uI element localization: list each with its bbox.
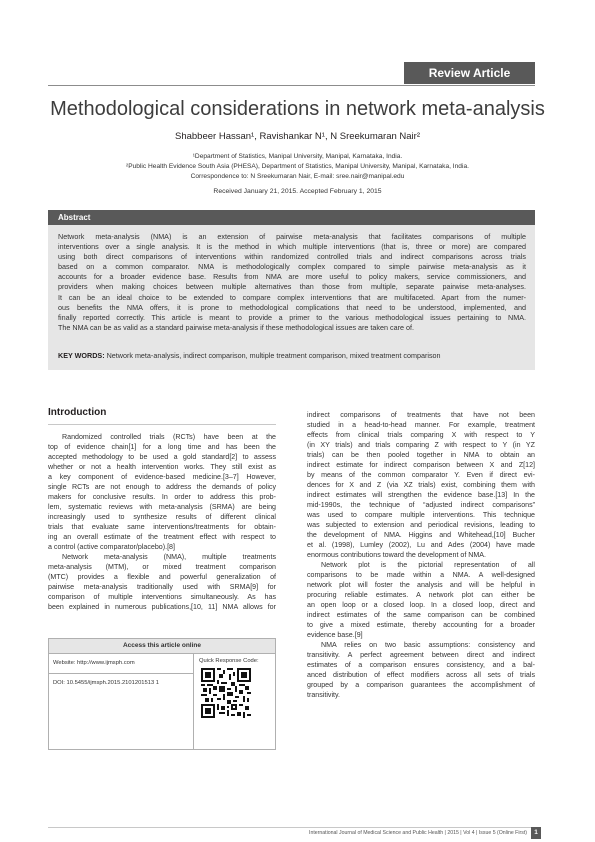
body-line: a control (active comparator/placebo).[8] <box>48 543 175 551</box>
header-rule <box>48 85 535 86</box>
body-line: indirect estimates will strengthen the evidence base.[13] In the <box>307 491 535 499</box>
abstract-line: Network meta-analysis (NMA) is an extension of pairwise meta-analysis that facilitates comparisons of multiple <box>58 232 526 241</box>
abstract-line: It can be an ideal choice to be extended to compare complex interventions that are multifaceted. Apart from the numer- <box>58 292 526 302</box>
body-line: Network meta-analysis (NMA), multiple treatments <box>62 553 276 561</box>
access-heading: Access this article online <box>49 639 275 654</box>
abstract-heading: Abstract <box>48 210 535 225</box>
body-line: indirect estimates of the same comparison can be combined <box>307 611 535 619</box>
received-dates: Received January 21, 2015. Accepted February 1, 2015 <box>213 188 382 195</box>
abstract-line: ous benefits the NMA offers, it is prone to methodological complications that need to be understood, implemented, and <box>58 302 526 312</box>
body-line: the development of NMA. Higgins and Whitehead,[10] Bucher <box>307 531 535 539</box>
abstract-line: using both direct comparisons of interventions within randomized controlled trials and indirect comparisons across trials <box>58 252 526 262</box>
body-line: Randomized controlled trials (RCTs) have been at the <box>62 433 276 441</box>
body-line: (MTC) provides a flexible and powerful generalization of <box>48 573 276 581</box>
abstract-line: interventions over a single analysis. It is the method in which multiple interventions (that is, three or more) are compared <box>58 242 526 252</box>
abstract-text <box>58 232 526 333</box>
body-line: indirect estimate for indirect comparison between X and Z[12] <box>307 461 535 469</box>
body-line: been explained in numerous publications,[10, 11] NMA allows for <box>48 603 276 611</box>
body-line: Network plot is the pictorial representation of all <box>321 561 535 569</box>
body-line: by means of the common comparator Y. Even if direct evi- <box>307 471 535 479</box>
keywords-list: Network meta-analysis, indirect comparison, multiple treatment comparison, mixed treatment comparison <box>104 351 441 360</box>
body-line: makers for conclusive results. In order to address this prob- <box>48 493 276 501</box>
abstract-line: accounts for a broader evidence base. Results from NMA are more useful to policy makers, service commissioners, and <box>58 272 526 282</box>
journal-footer: International Journal of Medical Science and Public Health | 2015 | Vol 4 | Issue 5 (Online First) <box>309 830 527 836</box>
footer-rule <box>48 827 535 828</box>
abstract-line: providers when making choices between multiple alternatives than those from multiple, separate pairwise meta-analyses. <box>58 282 526 292</box>
access-article-box <box>48 638 276 750</box>
body-line: trials that evaluate same interventions/treatments for obtain- <box>48 523 276 531</box>
body-line: trials) can be then pooled together in NMA to obtain an <box>307 451 535 459</box>
body-line: et al. (1998), Lumley (2002), Lu and Ades (2004) have made <box>307 541 535 549</box>
abstract-line: The NMA can be as valid as a standard pairwise meta-analysis if these methodological issues are taken care of. <box>58 322 414 332</box>
body-line: NMA relies on two basic assumptions: consistency and <box>321 641 535 649</box>
body-line: enormous contributions toward the development of NMA. <box>307 551 487 559</box>
article-type-badge: Review Article <box>404 62 535 84</box>
body-line: effects from clinical trials comparing X with respect to Y <box>307 431 535 439</box>
body-line: lem, systematic reviews with meta-analysis (SRMA) are being <box>48 503 276 511</box>
doi-text: DOI: 10.5455/ijmsph.2015.2101201513 1 <box>53 680 160 686</box>
affiliation-1: ¹Department of Statistics, Manipal University, Manipal, Karnataka, India. <box>192 153 403 160</box>
body-line: whether or not a health intervention works. They still exist as <box>48 463 276 471</box>
section-rule <box>48 424 276 425</box>
body-line: comparisons to be made within a NMA. A well-designed <box>307 571 535 579</box>
affiliation-2: ²Public Health Evidence South Asia (PHESA), Department of Statistics, Manipal University, Manipal, Karnataka, India. <box>126 163 469 170</box>
qr-label: Quick Response Code: <box>199 658 259 664</box>
keywords-label: KEY WORDS: <box>58 351 105 360</box>
article-title: Methodological considerations in network meta-analysis <box>50 98 545 120</box>
body-line: studied in a head-to-head manner. For example, treatment <box>307 421 535 429</box>
body-line: was subjected to extension and periodical revisions, leading to <box>307 521 535 529</box>
abstract-box <box>48 210 535 370</box>
body-line: ing an overall estimate of the treatment effect with respect to <box>48 533 276 541</box>
body-line: comparison of multiple interventions simultaneously. As has <box>48 593 276 601</box>
body-line: top of evidence chain[1] for a long time and has been the <box>48 443 276 451</box>
body-line: dences for X and Z (via XZ trials) exist, combining them with <box>307 481 535 489</box>
page-number: 1 <box>531 827 541 839</box>
abstract-line: finally reported correctly. This article is meant to provide a primer to the various methodological issues pertaining to NMA. <box>58 312 526 322</box>
body-line: single RCTs are not enough to address the demands of policy <box>48 483 276 491</box>
body-line: pairwise meta-analysis traditionally used with SRMA[9] for <box>48 583 276 591</box>
body-line: meta-analysis (MTM), or mixed treatment comparison <box>48 563 276 571</box>
body-line: estimates of a comparison ensures consistency, and a bal- <box>307 661 535 669</box>
body-line: increasingly used to synthesize results of different clinical <box>48 513 276 521</box>
access-divider <box>193 654 194 749</box>
author-list: Shabbeer Hassan¹, Ravishankar N¹, N Sreekumaran Nair² <box>175 131 420 142</box>
keywords <box>58 351 528 360</box>
body-line: indirect comparisons of treatments that have not been <box>307 411 535 419</box>
body-line: transitivity. <box>307 691 340 699</box>
body-line: grouped by a comparison guarantees the accomplishment of <box>307 681 535 689</box>
qr-code-icon[interactable] <box>201 668 251 718</box>
access-divider <box>49 673 193 674</box>
body-line: accepted methodology to be used a gold standard[2] to assess <box>48 453 276 461</box>
body-line: transitivity. A perfect agreement between direct and indirect <box>307 651 535 659</box>
introduction-heading: Introduction <box>48 407 107 418</box>
correspondence: Correspondence to: N Sreekumaran Nair, E-mail: sree.nair@manipal.edu <box>190 173 405 180</box>
body-line: to give a mixed estimate, thereby accounting for a broader <box>307 621 535 629</box>
body-line: procuring reliable estimates. A network plot can either be <box>307 591 535 599</box>
abstract-line: based on a common comparator. NMA is methodologically complex compared to simple pairwise meta-analysis as it <box>58 262 526 272</box>
body-line: (in XY trials) and trials comparing Z with respect to Y (in YZ <box>307 441 535 449</box>
body-line: evidence base.[9] <box>307 631 363 639</box>
body-line: anced distribution of effect modifiers across all sets of trials <box>307 671 535 679</box>
body-line: mid-1990s, the technique of “adjusted indirect comparisons” <box>307 501 535 509</box>
body-line: network plot will foster the analysis and will be helpful in <box>307 581 535 589</box>
body-line: was used to compare multiple interventions. This technique <box>307 511 535 519</box>
website-link[interactable]: Website: http://www.ijmsph.com <box>53 660 135 666</box>
body-line: a key component of evidence-based medicine.[3–7] However, <box>48 473 276 481</box>
body-line: an open loop or a closed loop. In a closed loop, direct and <box>307 601 535 609</box>
